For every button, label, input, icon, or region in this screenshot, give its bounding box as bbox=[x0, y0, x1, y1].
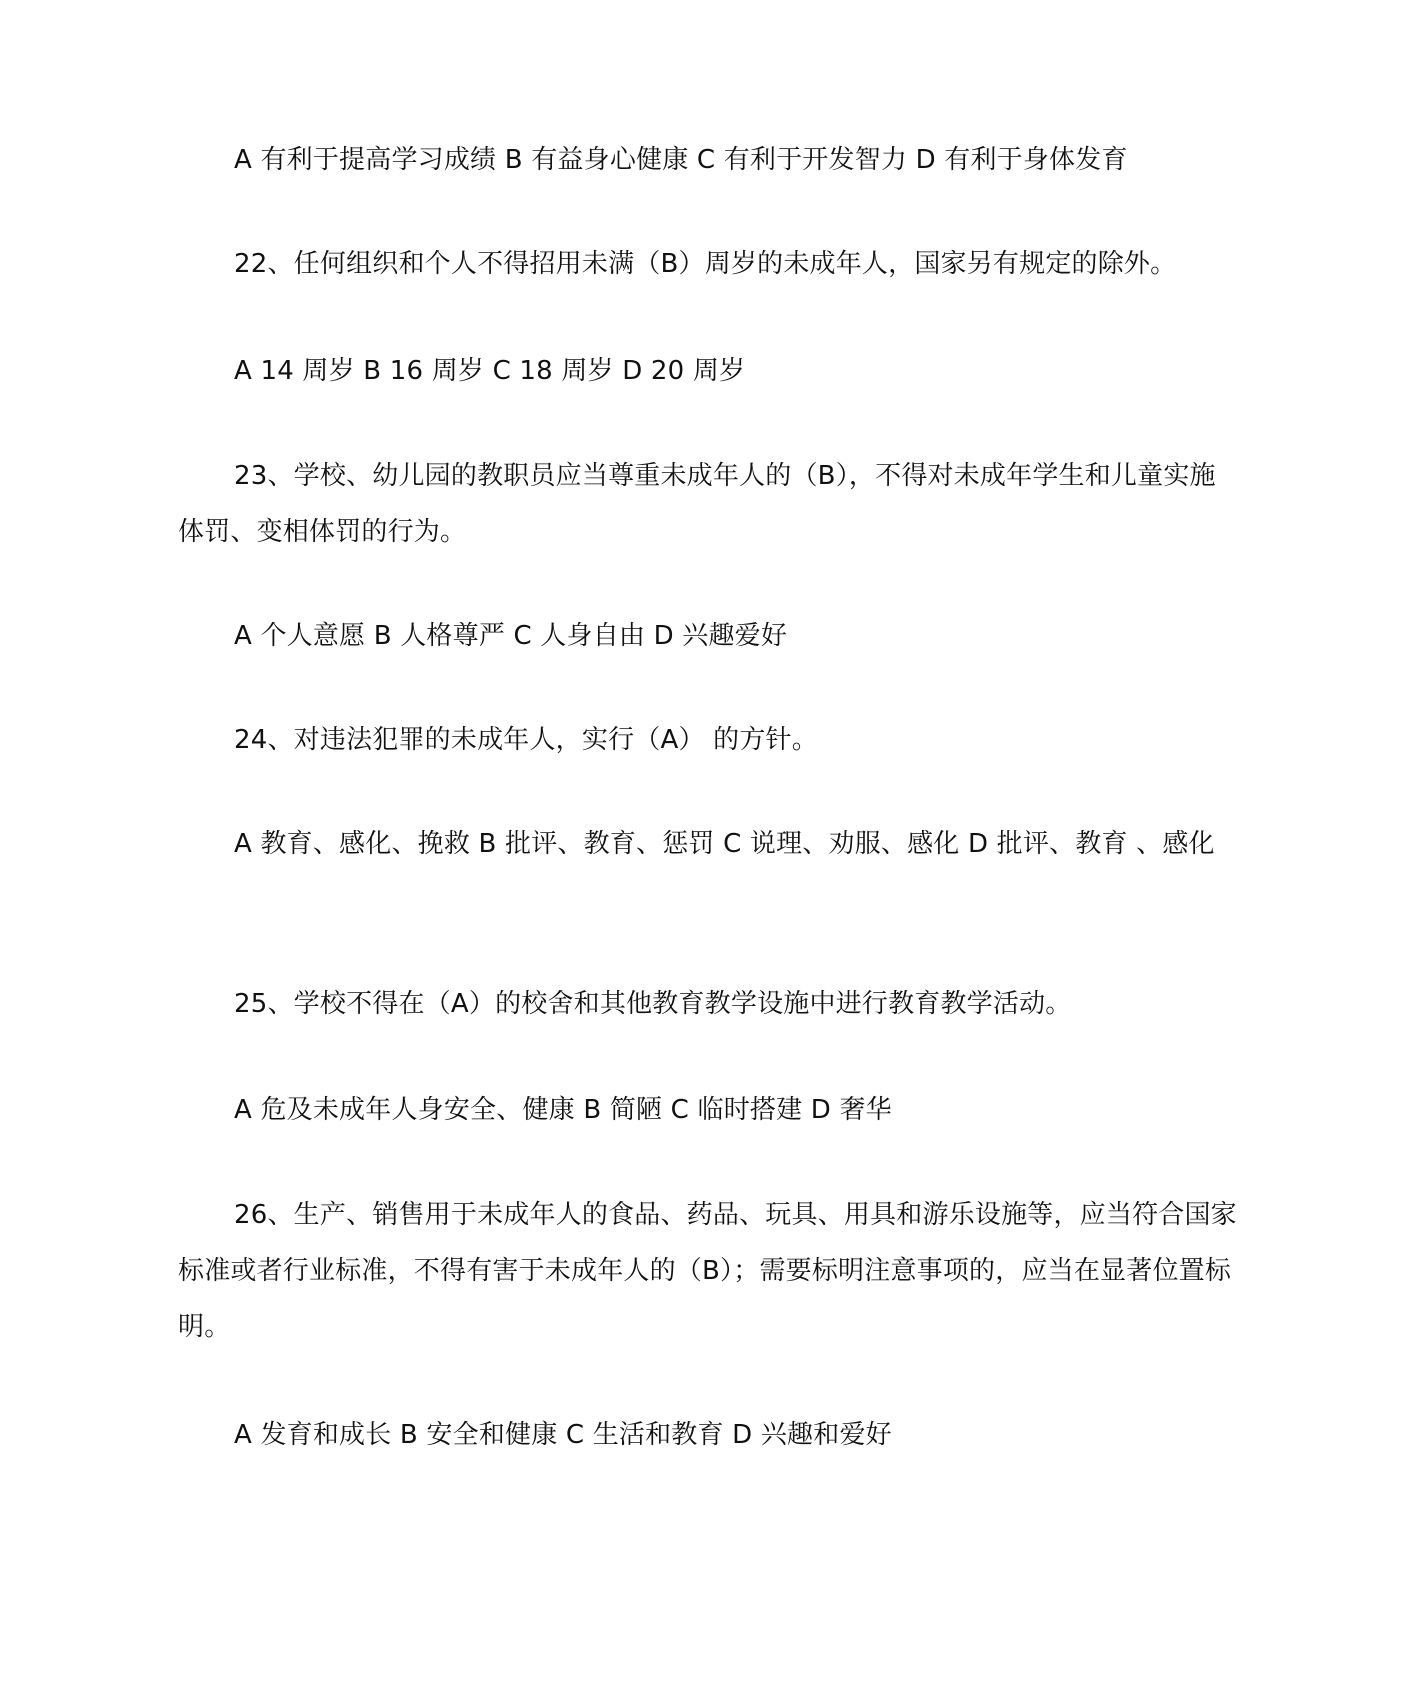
answer-options-22: A 14 周岁 B 16 周岁 C 18 周岁 D 20 周岁 bbox=[234, 356, 746, 386]
question-25: 25、学校不得在（A）的校舍和其他教育教学设施中进行教育教学活动。 bbox=[234, 989, 1072, 1019]
question-24: 24、对违法犯罪的未成年人，实行（A） 的方针。 bbox=[234, 725, 818, 755]
question-26: 26、生产、销售用于未成年人的食品、药品、玩具、用具和游乐设施等，应当符合国家标准或者行业标准，不得有害于未成年人的（B）；需要标明注意事项的，应当在显著位置标明。 bbox=[178, 1200, 1237, 1342]
answer-options-21: A 有利于提高学习成绩 B 有益身心健康 C 有利于开发智力 D 有利于身体发育 bbox=[234, 145, 1128, 175]
answer-options-23: A 个人意愿 B 人格尊严 C 人身自由 D 兴趣爱好 bbox=[234, 621, 788, 651]
answer-options-25: A 危及未成年人身安全、健康 B 简陋 C 临时搭建 D 奢华 bbox=[234, 1095, 892, 1125]
answer-options-24: A 教育、感化、挽救 B 批评、教育、惩罚 C 说理、劝服、感化 D 批评、教育 、感化 bbox=[234, 829, 1215, 859]
question-22: 22、任何组织和个人不得招用未满（B）周岁的未成年人，国家另有规定的除外。 bbox=[234, 249, 1177, 279]
question-23: 23、学校、幼儿园的教职员应当尊重未成年人的（B），不得对未成年学生和儿童实施体罚、变相体罚的行为。 bbox=[178, 461, 1216, 547]
answer-options-26: A 发育和成长 B 安全和健康 C 生活和教育 D 兴趣和爱好 bbox=[234, 1420, 892, 1450]
